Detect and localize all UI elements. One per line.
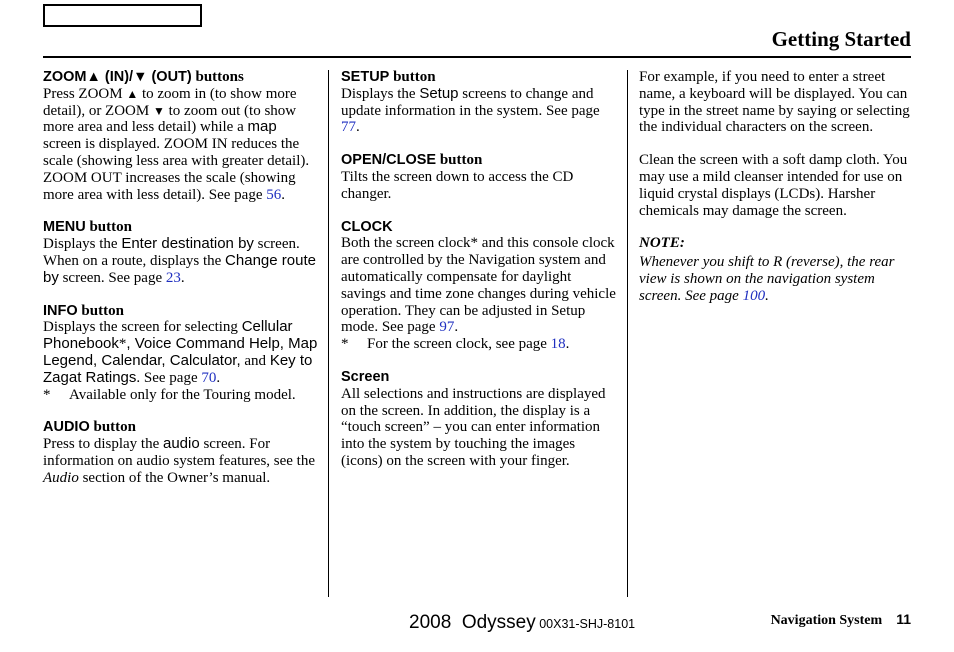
zoom-out-arrow-icon: ▼ bbox=[133, 69, 148, 85]
page-link-56[interactable]: 56 bbox=[266, 186, 282, 203]
column-3 bbox=[639, 69, 911, 305]
clock-footnote: * For the screen clock, see page 18. bbox=[341, 336, 570, 353]
info-footnote: * Available only for the Touring model. bbox=[43, 386, 296, 403]
footer-page-info bbox=[771, 611, 911, 630]
note-heading: NOTE: bbox=[639, 235, 685, 252]
setup-heading: SETUP button bbox=[341, 69, 436, 85]
page-link-18[interactable]: 18 bbox=[550, 336, 566, 353]
info-text: Displays the screen for selecting Cellular Phonebook*, Voice Command Help, Map Legend, Calendar, Calculator, and Key to Zagat Ratings. See page 70. bbox=[43, 318, 318, 386]
setup-text: Displays the Setup screens to change and update information in the system. See page 77. bbox=[341, 84, 600, 136]
keyboard-paragraph: For example, if you need to enter a street name, a keyboard will be displayed. You can type in the street name by saying or selecting the individual characters on the screen. bbox=[639, 69, 910, 136]
cleaning-paragraph: Clean the screen with a soft damp cloth. You may use a mild cleanser intended for use on liquid crystal displays (LCDs). Harsher chemicals may damage the screen. bbox=[639, 152, 908, 219]
page-link-100[interactable]: 100 bbox=[742, 287, 766, 304]
openclose-heading: OPEN/CLOSE button bbox=[341, 152, 483, 169]
audio-heading: AUDIO button bbox=[43, 419, 137, 436]
up-triangle-icon: ▲ bbox=[126, 86, 139, 101]
clock-heading: CLOCK bbox=[341, 218, 393, 235]
footer-model: 2008 Odyssey 00X31-SHJ-8101 bbox=[409, 612, 636, 633]
page-number: 11 bbox=[896, 611, 911, 627]
page-title: Getting Started bbox=[771, 27, 911, 51]
openclose-section bbox=[341, 152, 616, 202]
down-triangle-icon: ▼ bbox=[152, 103, 165, 118]
footer-section-name: Navigation System bbox=[770, 613, 883, 628]
zoom-in-arrow-icon: ▲ bbox=[86, 69, 101, 85]
info-heading: INFO button bbox=[43, 302, 124, 319]
page-link-77[interactable]: 77 bbox=[341, 119, 356, 136]
screen-text: All selections and instructions are displayed on the screen. In addition, the display is a “touch screen” – you can enter information into the system by touching the images (icons) on the screen with your finger. bbox=[341, 385, 606, 469]
zoom-section bbox=[43, 69, 318, 203]
column-1 bbox=[43, 69, 318, 503]
openclose-text: Tilts the screen down to access the CD changer. bbox=[341, 168, 574, 202]
page-link-97[interactable]: 97 bbox=[439, 319, 455, 336]
note-text: Whenever you shift to R (reverse), the rear view is shown on the navigation system screen. See page 100. bbox=[639, 254, 895, 304]
column-divider-1 bbox=[328, 70, 329, 597]
page-link-70[interactable]: 70 bbox=[201, 369, 217, 386]
header-rule bbox=[43, 56, 911, 58]
audio-section bbox=[43, 419, 318, 486]
setup-section bbox=[341, 69, 616, 136]
column-divider-2 bbox=[627, 70, 628, 597]
menu-section bbox=[43, 219, 318, 286]
menu-text: Displays the Enter destination by screen. When on a route, displays the Change route by screen. See page 23. bbox=[43, 235, 316, 286]
header-tab-box bbox=[43, 4, 202, 27]
page-link-23[interactable]: 23 bbox=[165, 269, 181, 286]
info-section bbox=[43, 303, 318, 404]
zoom-heading: ZOOM▲ (IN)/▼ (OUT) buttons bbox=[43, 69, 244, 85]
menu-heading: MENU button bbox=[43, 219, 132, 236]
column-2 bbox=[341, 69, 616, 486]
screen-section bbox=[341, 369, 616, 470]
clock-section bbox=[341, 219, 616, 353]
screen-heading: Screen bbox=[341, 368, 390, 385]
clock-text: Both the screen clock* and this console clock are controlled by the Navigation system and automatically compensate for daylight savings and time zone changes during vehicle operation. They can be adjusted in Setup mode. See page 97. bbox=[341, 235, 616, 336]
zoom-text: Press ZOOM ▲ to zoom in (to show more detail), or ZOOM ▼ to zoom out (to show more area and less detail) while a map screen is displayed. ZOOM IN reduces the scale (showing less area with greater detail). ZOOM OUT increases the scale (showing more area with less detail). See page 56. bbox=[43, 85, 310, 203]
audio-text: Press to display the audio screen. For information on audio system features, see the Audio section of the Owner’s manual. bbox=[43, 435, 316, 486]
